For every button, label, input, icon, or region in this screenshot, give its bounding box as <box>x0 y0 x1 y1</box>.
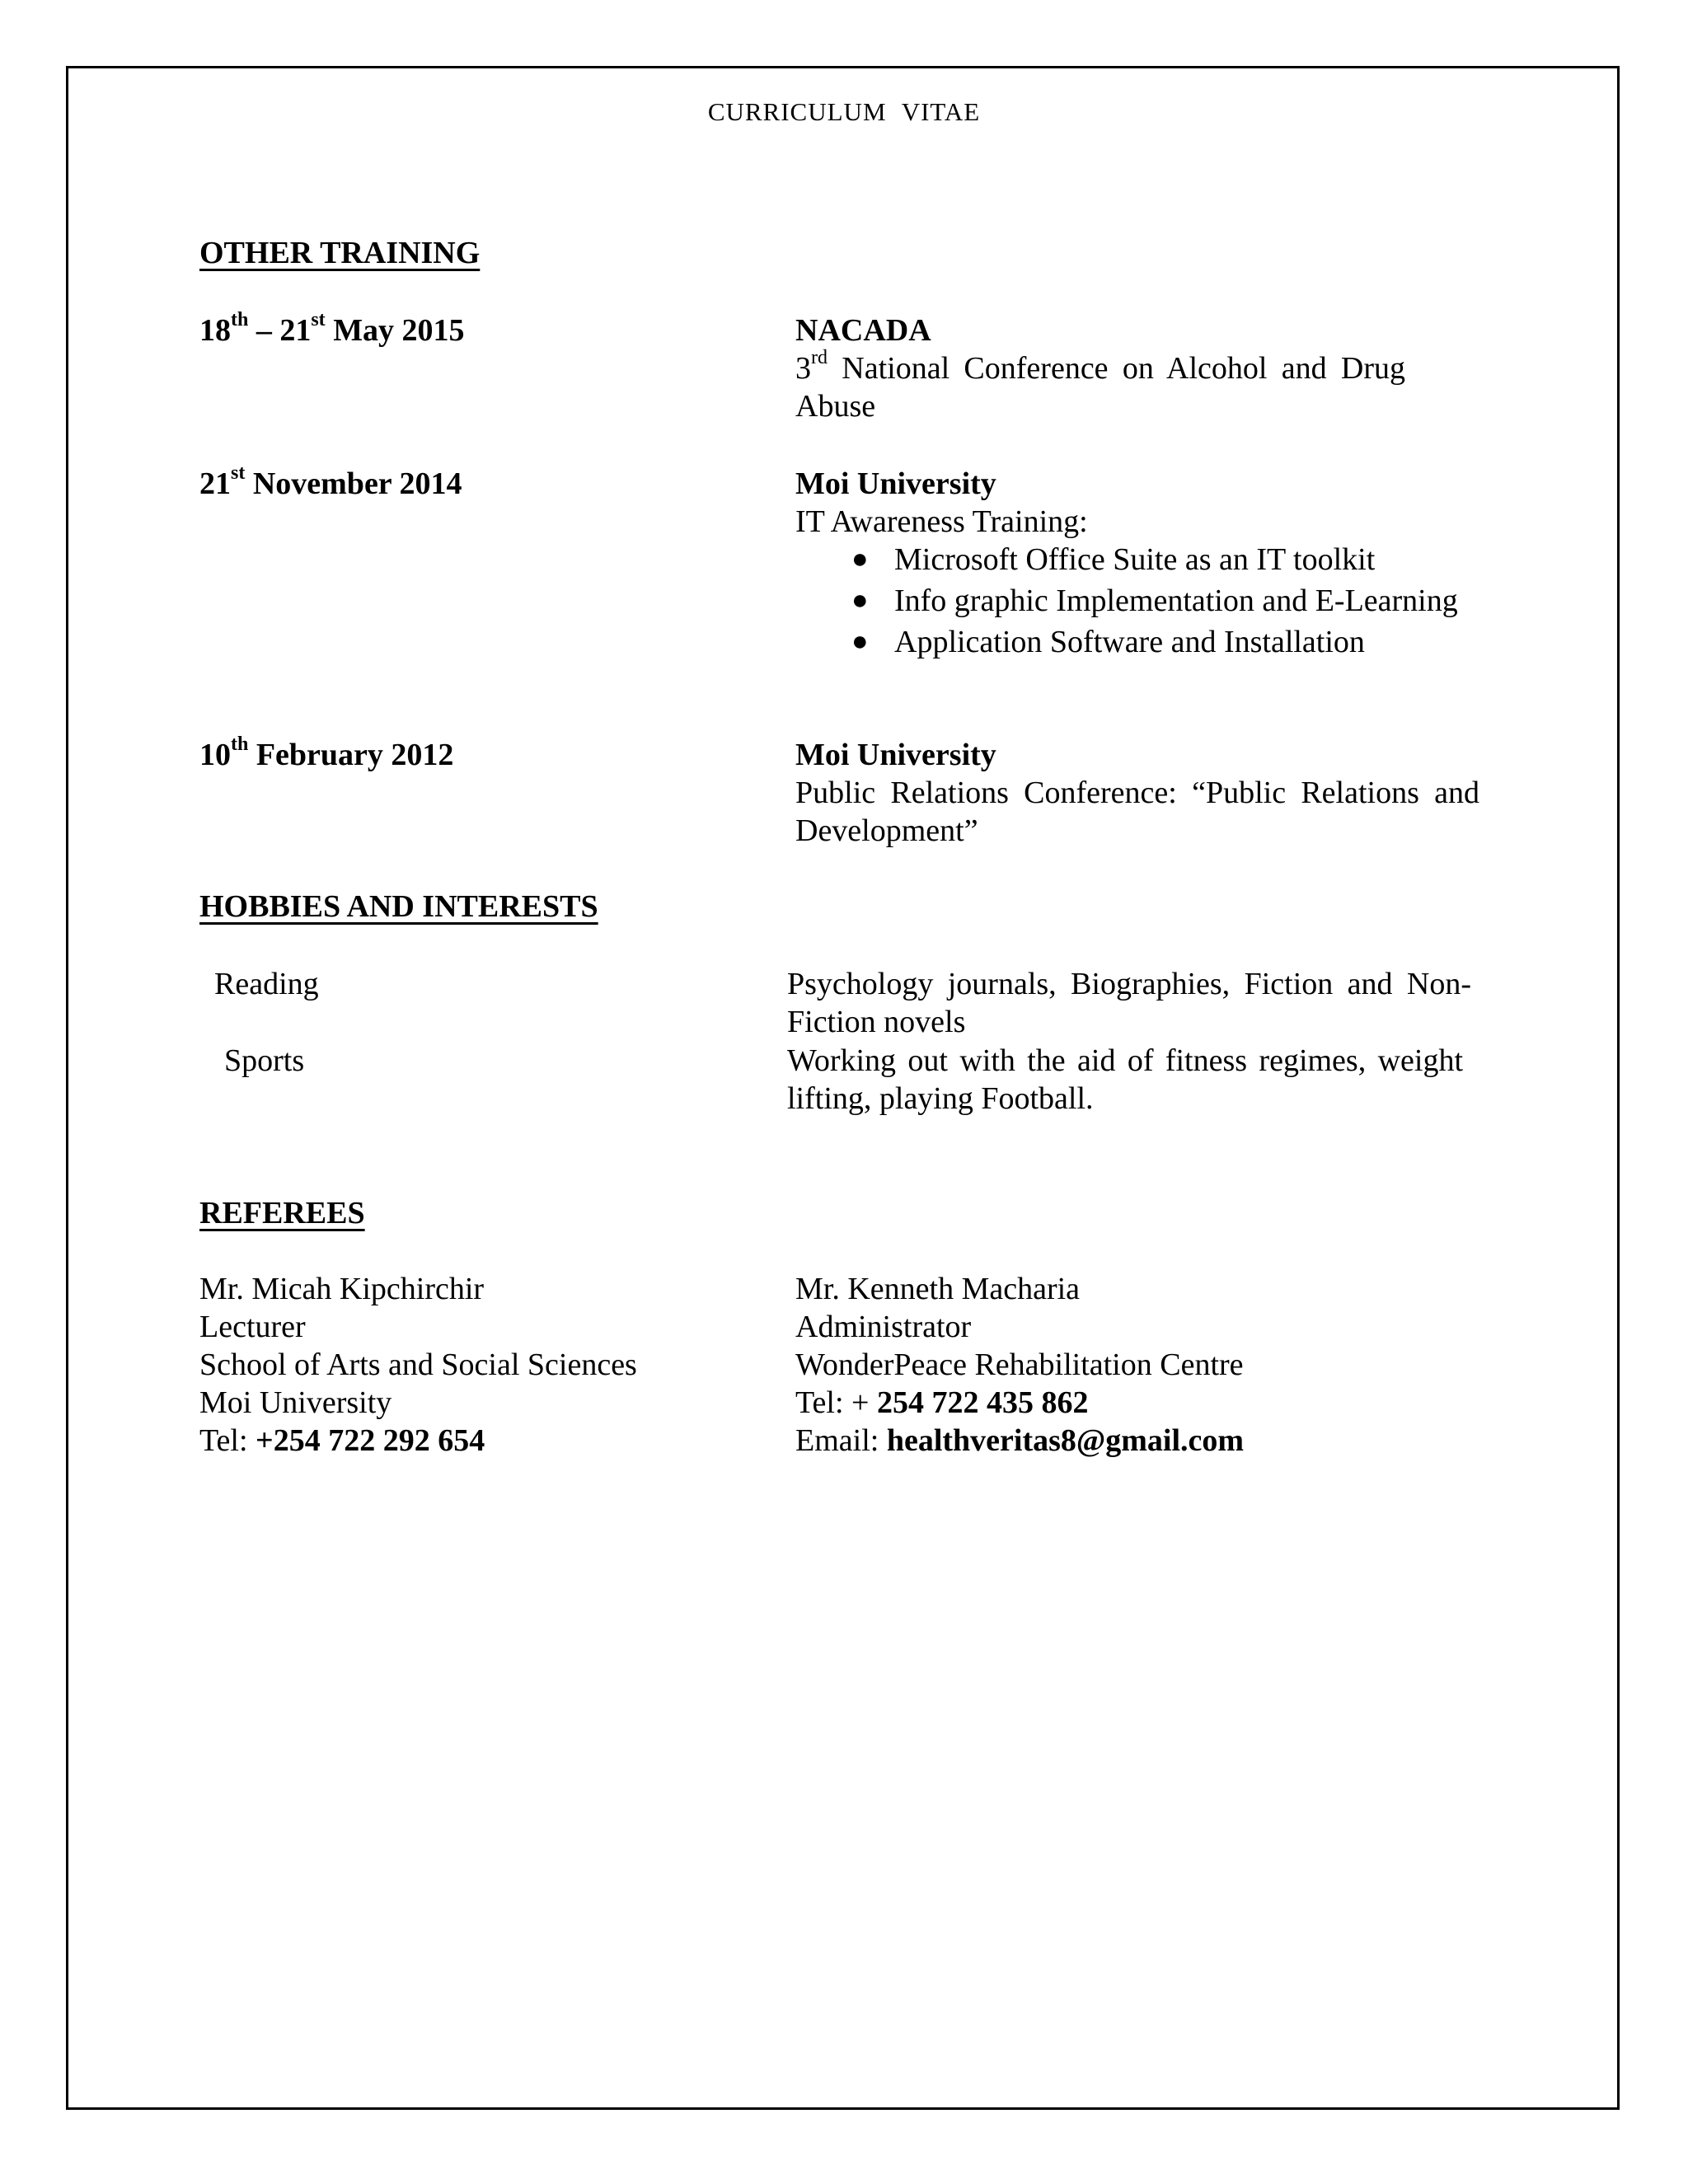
referee-1-institution: Moi University <box>199 1385 392 1420</box>
referee-2-email: Email: healthveritas8@gmail.com <box>795 1423 1245 1458</box>
training-organization-1: NACADA <box>795 313 931 348</box>
hobbies-heading: HOBBIES AND INTERESTS <box>199 889 598 924</box>
training-description-3: Public Relations Conference: “Public Relations and Development” <box>795 776 1479 848</box>
referee-2-institution: WonderPeace Rehabilitation Centre <box>795 1347 1244 1382</box>
training-entry-3 <box>795 736 1486 850</box>
training-description-1: 3rd National Conference on Alcohol and Drug Abuse <box>795 347 1405 424</box>
training-bullet-item: ● Info graphic Implementation and E-Learning <box>851 583 1458 618</box>
hobby-detail-sports: Working out with the aid of fitness regimes, weight lifting, playing Football. <box>787 1043 1463 1116</box>
training-date-2: 21st November 2014 <box>199 462 462 501</box>
training-date-1: 18th – 21st May 2015 <box>199 309 465 348</box>
referee-1-name: Mr. Micah Kipchirchir <box>199 1272 485 1306</box>
bullet-icon: ● <box>851 626 869 657</box>
referee-1 <box>199 1270 637 1460</box>
referee-2-name: Mr. Kenneth Macharia <box>795 1272 1081 1306</box>
page-header-title: CURRICULUM VITAE <box>707 97 981 126</box>
other-training-heading: OTHER TRAINING <box>199 236 481 270</box>
hobby-name-sports: Sports <box>224 1043 305 1078</box>
training-entry-2 <box>795 465 1486 661</box>
referee-2-title: Administrator <box>795 1310 972 1344</box>
training-date-3: 10th February 2012 <box>199 733 454 772</box>
referee-1-department: School of Arts and Social Sciences <box>199 1347 637 1382</box>
training-organization-3: Moi University <box>795 738 996 772</box>
training-bullet-list <box>795 541 1486 661</box>
bullet-icon: ● <box>851 544 869 574</box>
referee-2 <box>795 1270 1486 1460</box>
training-bullet-item: ● Application Software and Installation <box>851 625 1365 659</box>
referee-1-title: Lecturer <box>199 1310 306 1344</box>
hobby-name-reading: Reading <box>214 967 319 1001</box>
referee-1-tel: Tel: +254 722 292 654 <box>199 1423 485 1458</box>
training-entry-1 <box>795 312 1486 425</box>
hobby-detail-reading: Psychology journals, Biographies, Fiction and Non-Fiction novels <box>787 967 1471 1039</box>
referee-2-email-link[interactable]: healthveritas8@gmail.com <box>886 1423 1245 1458</box>
referee-2-tel: Tel: + 254 722 435 862 <box>795 1385 1089 1420</box>
training-organization-2: Moi University <box>795 466 996 501</box>
training-bullet-item: ● Microsoft Office Suite as an IT toolkit <box>851 542 1376 577</box>
bullet-icon: ● <box>851 585 869 616</box>
training-description-2: IT Awareness Training: <box>795 504 1088 539</box>
referees-heading: REFEREES <box>199 1196 365 1230</box>
